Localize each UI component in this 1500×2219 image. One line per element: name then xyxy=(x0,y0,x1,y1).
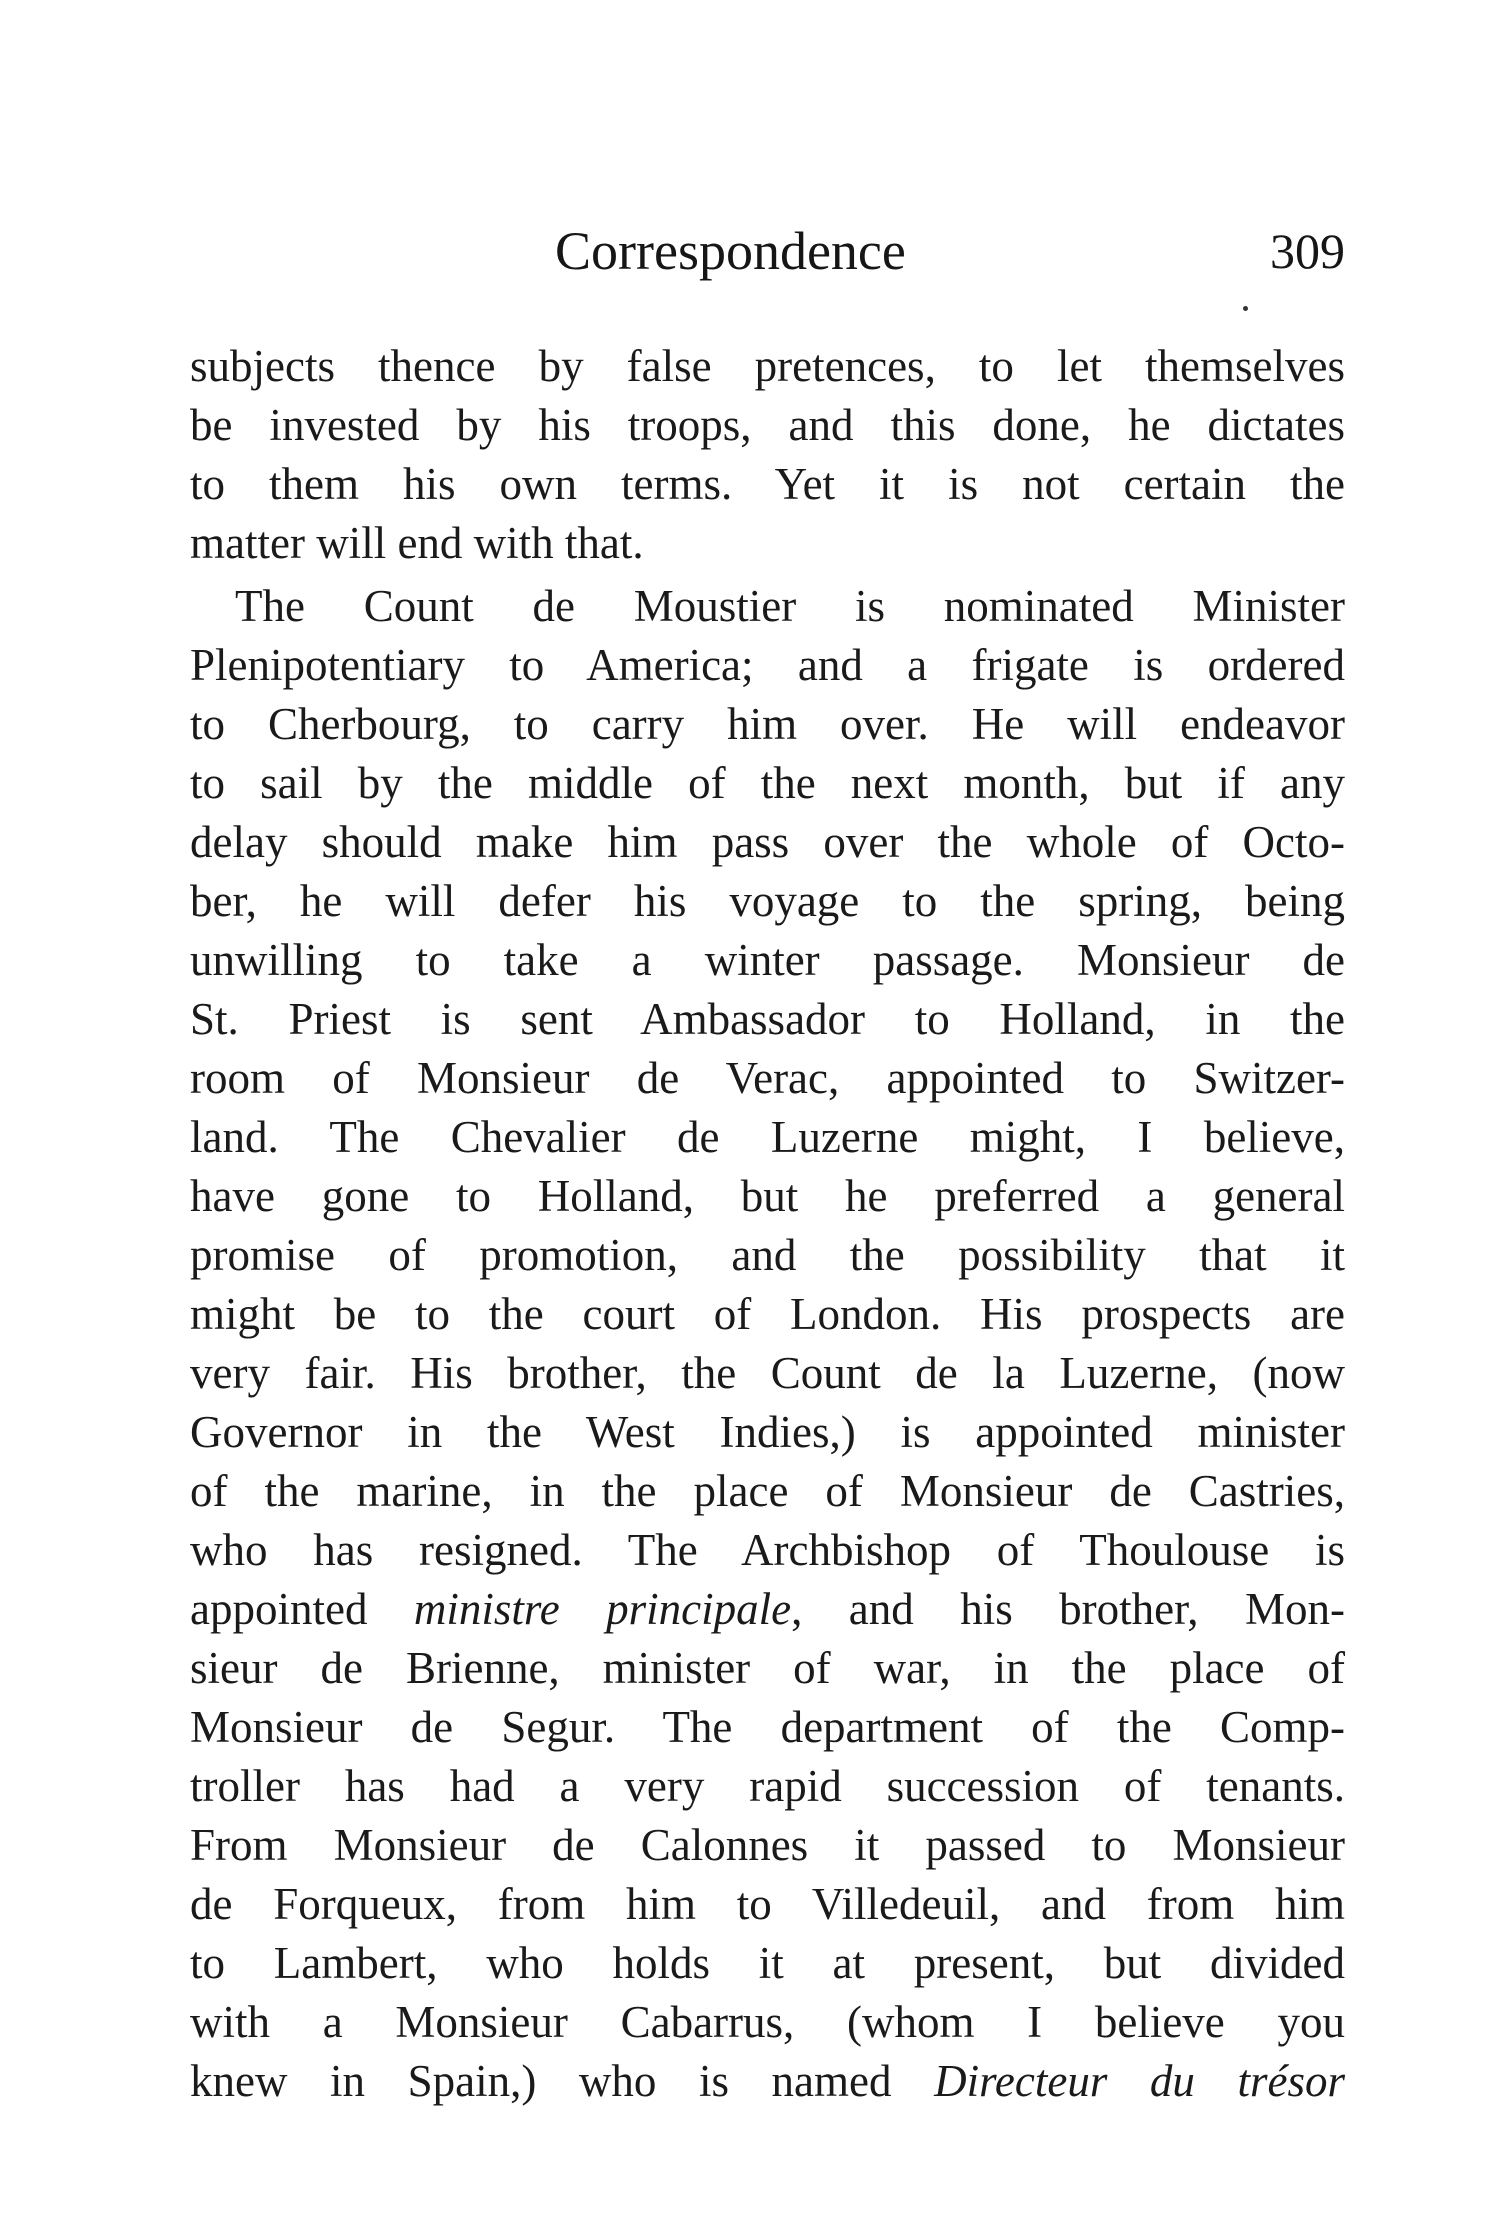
text-line: ber, he will defer his voyage to the spring, being xyxy=(190,876,1345,926)
text-line: to sail by the middle of the next month, but if any xyxy=(190,758,1345,808)
text-line: with a Monsieur Cabarrus, (whom I believe you xyxy=(190,1997,1345,2047)
text-line: to Lambert, who holds it at present, but divided xyxy=(190,1938,1345,1988)
italic-phrase: ministre principale xyxy=(413,1584,792,1634)
print-speck xyxy=(1243,306,1248,311)
text-line: Governor in the West Indies,) is appointed minister xyxy=(190,1407,1345,1457)
text-line: subjects thence by false pretences, to let themselves xyxy=(190,341,1345,391)
text-segment: , and his brother, Mon- xyxy=(791,1584,1345,1634)
text-line: Plenipotentiary to America; and a frigate is ordered xyxy=(190,640,1345,690)
text-line: troller has had a very rapid succession of tenants. xyxy=(190,1761,1345,1811)
text-line: of the marine, in the place of Monsieur de Castries, xyxy=(190,1466,1345,1516)
italic-phrase: Directeur du trésor xyxy=(934,2056,1345,2106)
text-line: room of Monsieur de Verac, appointed to Switzer- xyxy=(190,1053,1345,1103)
text-line: land. The Chevalier de Luzerne might, I believe, xyxy=(190,1112,1345,1162)
text-line: be invested by his troops, and this done, he dictates xyxy=(190,400,1345,450)
text-line xyxy=(190,2052,1345,2111)
running-head xyxy=(190,216,1345,286)
text-line: matter will end with that. xyxy=(190,518,644,568)
text-segment: knew in Spain,) who is named xyxy=(190,2056,935,2106)
text-line: unwilling to take a winter passage. Monsieur de xyxy=(190,935,1345,985)
text-line xyxy=(190,1580,1345,1639)
text-segment: appointed xyxy=(190,1584,414,1634)
text-line: to Cherbourg, to carry him over. He will endeavor xyxy=(190,699,1345,749)
text-line: The Count de Moustier is nominated Minister xyxy=(235,581,1345,631)
text-line: very fair. His brother, the Count de la Luzerne, (now xyxy=(190,1348,1345,1398)
text-line: promise of promotion, and the possibility that it xyxy=(190,1230,1345,1280)
text-line: to them his own terms. Yet it is not certain the xyxy=(190,459,1345,509)
running-head-title: Correspondence xyxy=(555,221,906,281)
text-line: who has resigned. The Archbishop of Thoulouse is xyxy=(190,1525,1345,1575)
text-line: have gone to Holland, but he preferred a general xyxy=(190,1171,1345,1221)
text-line: de Forqueux, from him to Villedeuil, and from him xyxy=(190,1879,1345,1929)
text-line: Monsieur de Segur. The department of the Comp- xyxy=(190,1702,1345,1752)
text-line: delay should make him pass over the whole of Octo- xyxy=(190,817,1345,867)
text-line: sieur de Brienne, minister of war, in the place of xyxy=(190,1643,1345,1693)
text-line: From Monsieur de Calonnes it passed to Monsieur xyxy=(190,1820,1345,1870)
body-text xyxy=(190,337,1345,2111)
page-number: 309 xyxy=(1270,223,1345,279)
text-line: might be to the court of London. His prospects are xyxy=(190,1289,1345,1339)
text-line: St. Priest is sent Ambassador to Holland, in the xyxy=(190,994,1345,1044)
